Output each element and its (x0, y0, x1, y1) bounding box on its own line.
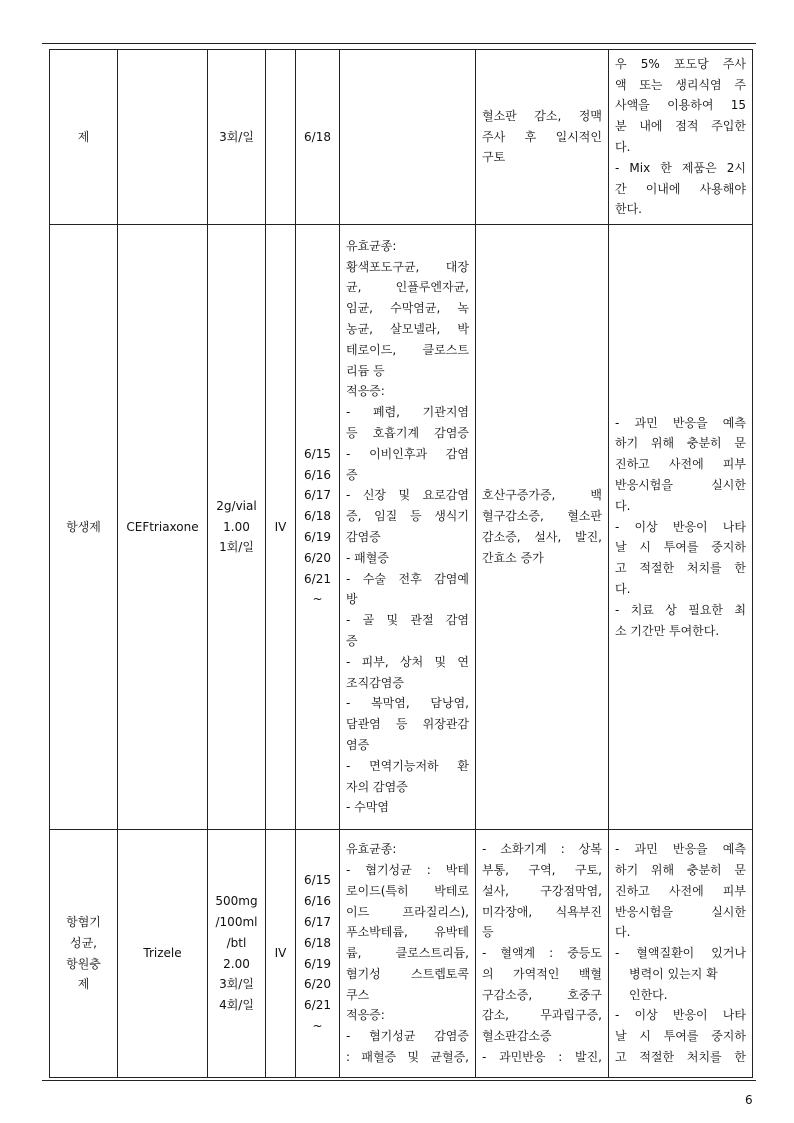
footer-rule (42, 1080, 756, 1081)
drug-class-cell: 항생제 (50, 225, 118, 830)
nursing-cell: - 과민 반응을 예측 하기 위해 충분히 문 진하고 사전에 피부 반응시험을 실시한 다. - 혈액질환이 있거나 병력이 있는지 확 인한다. - 이상 반응이 나타 날 시 투여를 중지하 고 적절한 처치를 한 (609, 830, 753, 1078)
dates-cell: 6/15 6/16 6/17 6/18 6/19 6/20 6/21 ~ (296, 830, 340, 1078)
indications-cell: 유효균종: 황색포도구균, 대장 균, 인플루엔자균, 임균, 수막염균, 녹 농균, 살모넬라, 박 테로이드, 클로스트 리듐 등 적응증: - 폐렴, 기관지염 등 호흡기계 감염증 - 이비인후과 감염 증 - 신장 및 요로감염 증, 임질 등 생식기 감염증 - 패혈증 - 수술 전후 감염예 방 - 골 및 관절 감염 증 - 피부, 상처 및 연 조직감염증 - 복막염, 담낭염, 담관염 등 위장관감 염증 - 면역기능저하 환 자의 감염증 - 수막염 (340, 225, 476, 830)
dose-cell: 500mg /100ml /btl 2.00 3회/일 4회/일 (208, 830, 266, 1078)
table-row (50, 830, 753, 1078)
side-effects-cell: - 소화기계 : 상복 부통, 구역, 구토, 설사, 구강점막염, 미각장애, 식욕부진 등 - 혈액계 : 중등도 의 가역적인 백혈 구감소증, 호중구 감소, 무과립구증, 혈소판감소증 - 과민반응 : 발진, (476, 830, 609, 1078)
indications-cell: 유효균종: - 혐기성균 : 박테 로이드(특히 박테로 이드 프라질리스), 푸소박테륨, 유박테 륨, 클로스트리듐, 혐기성 스트렙토콕 쿠스 적응증: - 혐기성균 감염증 : 패혈증 및 균혈증, (340, 830, 476, 1078)
route-cell: IV (266, 225, 296, 830)
drug-class-cell: 제 (50, 50, 118, 225)
side-effects-cell: 호산구증가증, 백 혈구감소증, 혈소판 감소증, 설사, 발진, 간효소 증가 (476, 225, 609, 830)
dates-cell: 6/15 6/16 6/17 6/18 6/19 6/20 6/21 ~ (296, 225, 340, 830)
page-number: 6 (745, 1093, 753, 1107)
table-row (50, 225, 753, 830)
drug-name-cell: Trizele (118, 830, 208, 1078)
drug-class-cell: 항혐기 성균, 항원충 제 (50, 830, 118, 1078)
side-effects-cell: 혈소판 감소, 정맥 주사 후 일시적인 구토 (476, 50, 609, 225)
drug-table (49, 49, 753, 1078)
nursing-cell: - 과민 반응을 예측 하기 위해 충분히 문 진하고 사전에 피부 반응시험을 실시한 다. - 이상 반응이 나타 날 시 투여를 중지하 고 적절한 처치를 한 다. - 치료 상 필요한 최 소 기간만 투여한다. (609, 225, 753, 830)
nursing-cell: 우 5% 포도당 주사 액 또는 생리식염 주 사액을 이용하여 15 분 내에 점적 주입한 다. - Mix 한 제품은 2시 간 이내에 사용해야 한다. (609, 50, 753, 225)
indications-cell (340, 50, 476, 225)
route-cell: IV (266, 830, 296, 1078)
dates-cell: 6/18 (296, 50, 340, 225)
header-rule (42, 43, 756, 44)
table-row (50, 50, 753, 225)
drug-name-cell: CEFtriaxone (118, 225, 208, 830)
route-cell (266, 50, 296, 225)
dose-cell: 3회/일 (208, 50, 266, 225)
dose-cell: 2g/vial 1.00 1회/일 (208, 225, 266, 830)
drug-name-cell (118, 50, 208, 225)
